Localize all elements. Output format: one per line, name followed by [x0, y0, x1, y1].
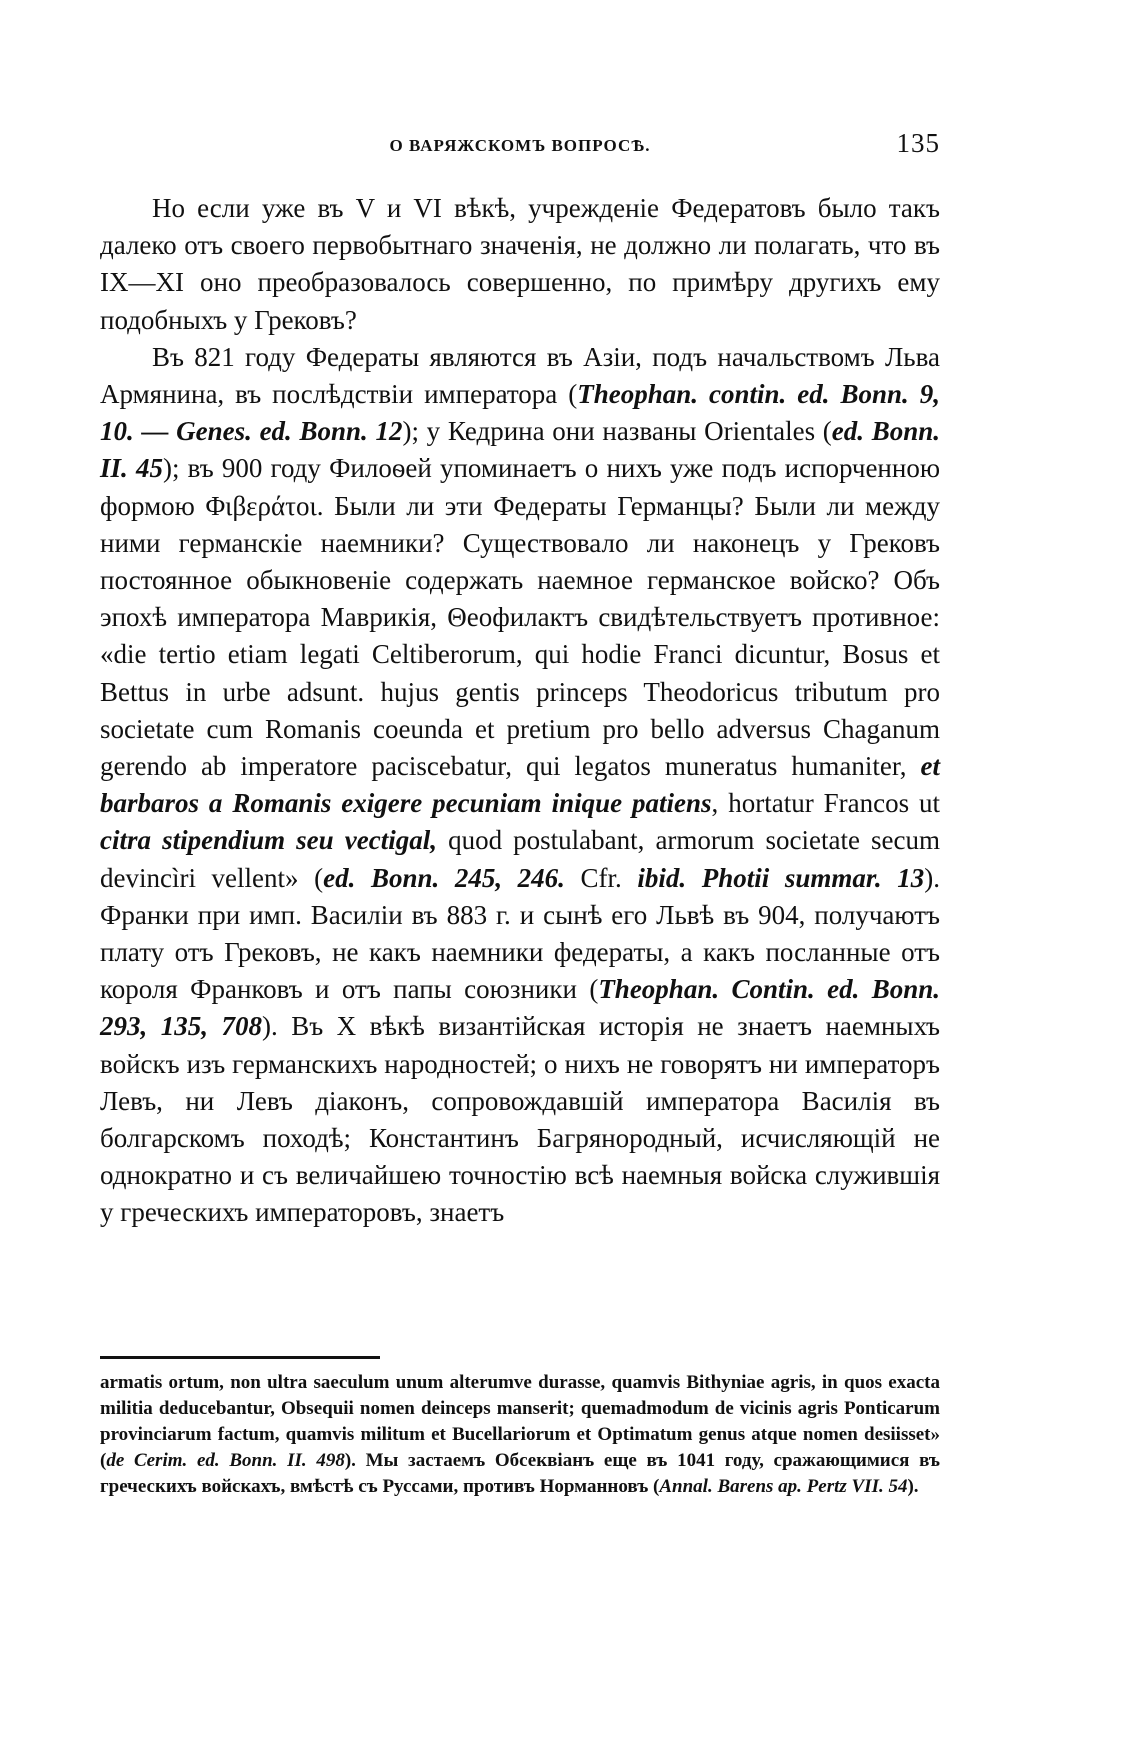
body-text [100, 190, 940, 1232]
citation-text: et barbaros a Romanis exigere pecuniam inique patiens [100, 751, 940, 819]
citation-text: Annal. Barens ap. Pertz VII. 54 [659, 1476, 908, 1497]
citation-text: ibid. Photii summar. 13 [637, 862, 925, 893]
paragraph-2 [100, 339, 940, 1232]
text-run: ); у Кедрина они названы Orientales ( [402, 416, 832, 447]
citation-text: ed. Bonn. II. 45 [100, 416, 940, 484]
text-run: Cfr. [564, 862, 638, 893]
citation-text: citra stipendium seu vectigal, [100, 825, 437, 856]
citation-text: ed. Bonn. 245, 246. [323, 862, 565, 893]
text-run: ). Мы застаемъ Обсеквіанъ еще въ 1041 году, сражающимися въ греческихъ войскахъ, вмѣстѣ съ Руссами, противъ Норманновъ ( [100, 1450, 940, 1497]
text-run: , hortatur Francos ut [711, 788, 940, 819]
citation-text: Theophan. contin. ed. Bonn. 9, 10. — Genes. ed. Bonn. 12 [100, 379, 940, 447]
text-run: ); въ 900 году Филоѳей упоминаетъ о нихъ уже подъ испорченною формою Φιβεράτοι. Были ли эти Федераты Германцы? Были ли между ними германскіе наемники? Существовало ли наконецъ у Грековъ постоянное обыкновеніе содержать наемное германское войско? Объ эпохѣ императора Маврикія, Θеофилактъ свидѣтельствуетъ противное: «die tertio etiam legati Celtiberorum, qui hodie Franci dicuntur, Bosus et Bettus in urbe adsunt. hujus gentis princeps Theodoricus tributum pro societate cum Romanis coeunda et pretium pro bello adversus Chaganum gerendo ab imperatore paciscebatur, qui legatos muneratus humaniter, [100, 453, 940, 782]
text-run: Но если уже въ V и VI вѣкѣ, учрежденіе Федератовъ было такъ далеко отъ своего первобытнаго значенія, не должно ли полагать, что въ IX—XI оно преобразовалось совершенно, по примѣру другихъ ему подобныхъ у Грековъ? [100, 193, 940, 335]
footnote [100, 1370, 940, 1500]
footnote-rule [100, 1356, 380, 1359]
citation-text: Theophan. Contin. ed. Bonn. 293, 135, 708 [100, 974, 940, 1042]
text-run: ). Франки при имп. Василіи въ 883 г. и сынѣ его Львѣ въ 904, получаютъ плату отъ Грековъ, не какъ наемники федераты, а какъ посланные отъ короля Франковъ и отъ папы союзники ( [100, 862, 940, 1005]
text-run: armatis ortum, non ultra saeculum unum alterumve durasse, quamvis Bithyniae agris, in quos exacta militia deducebantur, Obsequii nomen deinceps manserit; quemadmodum de vicinis agris Ponticarum provinciarum factum, quamvis militum et Bucellariorum et Optimatum genus atque nomen desiisset» ( [100, 1372, 940, 1471]
text-run: Въ 821 году Федераты являются въ Азіи, подъ начальствомъ Льва Армянина, въ послѣдствіи императора ( [100, 341, 940, 410]
page-number: 135 [896, 128, 940, 158]
text-run: quod postulabant, armorum societate secum devincìri vellent» ( [100, 825, 940, 893]
citation-text: de Cerim. ed. Bonn. II. 498 [106, 1450, 345, 1471]
text-run: ). Въ X вѣкѣ византійская исторія не знаетъ наемныхъ войскъ изъ германскихъ народностей; о нихъ не говорятъ ни императоръ Левъ, ни Левъ діаконъ, сопровождавшій императора Василія въ болгарскомъ походѣ; Константинъ Багрянородный, исчисляющій не однократно и съ величайшею точностію всѣ наемныя войска служившія у греческихъ императоровъ, знаетъ [100, 1011, 941, 1228]
running-title: О ВАРЯЖСКОМЪ ВОПРОСѢ. [389, 136, 651, 155]
text-run: ). [907, 1476, 919, 1497]
paragraph-1 [100, 190, 940, 339]
running-head [100, 128, 940, 168]
